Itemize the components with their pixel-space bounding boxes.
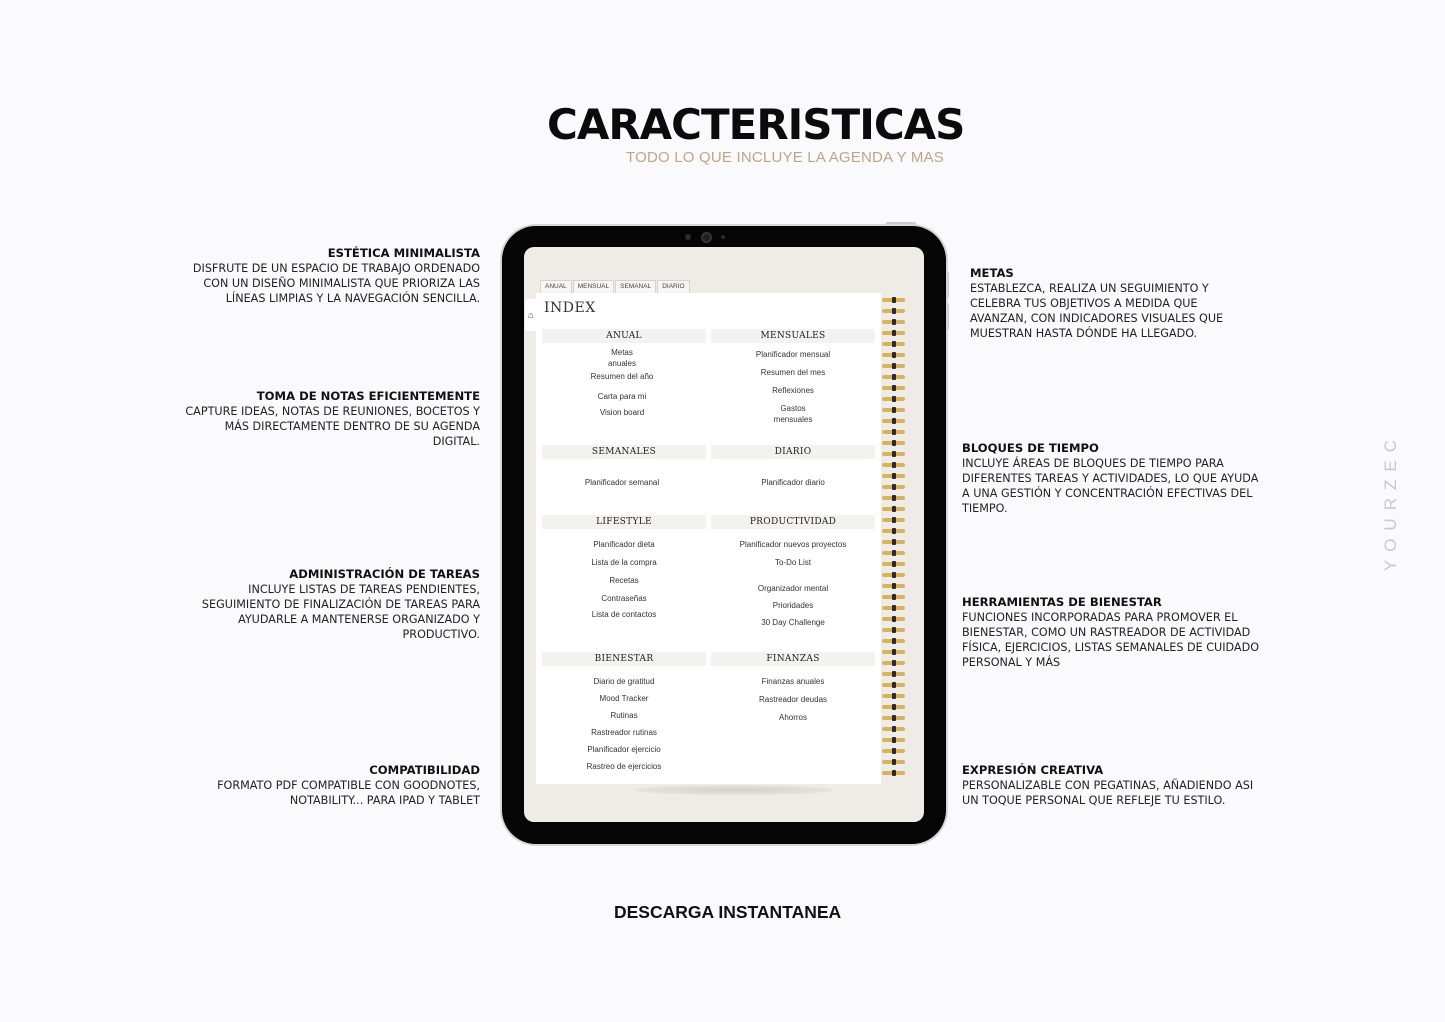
spiral-ring: [882, 715, 906, 721]
spiral-ring: [882, 583, 906, 589]
section-lifestyle: [542, 515, 706, 619]
index-link-resumen-ano[interactable]: Resumen del año: [590, 372, 654, 381]
feature-heading: COMPATIBILIDAD: [369, 763, 480, 777]
index-link-planificador-diario[interactable]: Planificador diario: [761, 478, 825, 487]
index-link-reflexiones[interactable]: Reflexiones: [772, 386, 814, 395]
section-title: MENSUALES: [711, 329, 875, 343]
spiral-ring: [882, 660, 906, 666]
index-link-planificador-mensual[interactable]: Planificador mensual: [755, 350, 831, 359]
index-link-planificador-semanal[interactable]: Planificador semanal: [584, 478, 660, 487]
spiral-ring: [882, 539, 906, 545]
feature-body: INCLUYE LISTAS DE TAREAS PENDIENTES, SEGUIMIENTO DE FINALIZACIÓN DE TAREAS PARA AYUDARLE A MANTENERSE ORGANIZADO Y PRODUCTIVO.: [201, 583, 480, 641]
section-productividad: [711, 515, 875, 627]
index-title: INDEX: [544, 300, 596, 316]
spiral-ring: [882, 638, 906, 644]
feature-body: INCLUYE ÁREAS DE BLOQUES DE TIEMPO PARA DIFERENTES TAREAS Y ACTIVIDADES, LO QUE AYUDA A UNA GESTIÓN Y CONCENTRACIÓN EFECTIVAS DEL TIEMPO.: [962, 457, 1259, 515]
feature-body: ESTABLEZCA, REALIZA UN SEGUIMIENTO Y CELEBRA TUS OBJETIVOS A MEDIDA QUE AVANZAN, CON INDICADORES VISUALES QUE MUESTRAN HASTA DÓNDE HA LLEGADO.: [970, 282, 1224, 340]
sensor-icon: [685, 234, 691, 240]
section-title: SEMANALES: [542, 445, 706, 459]
index-link-deudas[interactable]: Rastreador deudas: [758, 695, 828, 704]
light-sensor-icon: [721, 235, 725, 239]
spiral-ring: [882, 473, 906, 479]
index-link-carta[interactable]: Carta para mi: [597, 392, 647, 401]
planner-page: [536, 293, 881, 784]
spiral-ring: [882, 396, 906, 402]
spiral-ring: [882, 704, 906, 710]
spiral-ring: [882, 528, 906, 534]
feature-body: FUNCIONES INCORPORADAS PARA PROMOVER EL BIENESTAR, COMO UN RASTREADOR DE ACTIVIDAD FÍSICA, EJERCICIOS, LISTAS SEMANALES DE CUIDADO PERSONAL Y MÁS: [962, 611, 1260, 669]
index-link-contrasenas[interactable]: Contraseñas: [601, 594, 647, 603]
spiral-ring: [882, 308, 906, 314]
index-link-metas[interactable]: Metas: [611, 348, 633, 357]
tab-semanal[interactable]: SEMANAL: [615, 280, 656, 293]
spiral-ring: [882, 352, 906, 358]
section-finanzas: [711, 652, 875, 722]
page-title: CARACTERISTICAS: [547, 100, 965, 149]
spiral-ring: [882, 561, 906, 567]
index-link-challenge[interactable]: 30 Day Challenge: [761, 618, 825, 627]
spiral-ring: [882, 495, 906, 501]
section-diario: [711, 445, 875, 487]
tab-mensual[interactable]: MENSUAL: [573, 280, 614, 293]
index-link-lista-compra[interactable]: Lista de la compra: [591, 558, 657, 567]
planner-tabs: [540, 280, 691, 293]
spiral-ring: [882, 462, 906, 468]
tablet-volume-up: [946, 272, 949, 298]
spiral-ring: [882, 616, 906, 622]
index-link-gastos-2[interactable]: mensuales: [773, 415, 813, 424]
section-mensuales: [711, 329, 875, 424]
index-link-metas-2[interactable]: anuales: [607, 359, 637, 368]
spiral-ring: [882, 671, 906, 677]
spiral-ring: [882, 440, 906, 446]
index-link-rutinas[interactable]: Rutinas: [610, 711, 638, 720]
feature-heading: EXPRESIÓN CREATIVA: [962, 763, 1104, 777]
spiral-ring: [882, 517, 906, 523]
index-link-rastreo-ejercicios[interactable]: Rastreo de ejercicios: [586, 762, 662, 771]
feature-creative: [962, 763, 1262, 808]
spiral-ring: [882, 649, 906, 655]
spiral-ring: [882, 341, 906, 347]
feature-heading: ESTÉTICA MINIMALISTA: [327, 246, 480, 260]
index-link-resumen-mes[interactable]: Resumen del mes: [760, 368, 826, 377]
feature-body: DISFRUTE DE UN ESPACIO DE TRABAJO ORDENADO CON UN DISEÑO MINIMALISTA QUE PRIORIZA LAS LÍNEAS LIMPIAS Y LA NAVEGACIÓN SENCILLA.: [192, 262, 480, 305]
index-link-rastreador-rutinas[interactable]: Rastreador rutinas: [591, 728, 657, 737]
index-link-gastos[interactable]: Gastos: [780, 404, 806, 413]
spiral-ring: [882, 363, 906, 369]
spiral-ring: [882, 330, 906, 336]
index-link-gratitud[interactable]: Diario de gratitud: [593, 677, 655, 686]
feature-body: CAPTURE IDEAS, NOTAS DE REUNIONES, BOCETOS Y MÁS DIRECTAMENTE DENTRO DE SU AGENDA DIGITAL.: [185, 405, 480, 448]
spiral-ring: [882, 682, 906, 688]
brand-watermark: YOURZEC: [1381, 432, 1400, 572]
section-title: DIARIO: [711, 445, 875, 459]
spiral-ring: [882, 594, 906, 600]
index-link-prioridades[interactable]: Prioridades: [772, 601, 814, 610]
spiral-ring: [882, 726, 906, 732]
tablet-screen: [524, 247, 924, 822]
feature-heading: HERRAMIENTAS DE BIENESTAR: [962, 595, 1162, 609]
feature-compatibility: [180, 763, 480, 808]
spiral-ring: [882, 418, 906, 424]
tab-anual[interactable]: ANUAL: [540, 280, 572, 293]
section-title: LIFESTYLE: [542, 515, 706, 529]
index-link-dieta[interactable]: Planificador dieta: [593, 540, 655, 549]
feature-goals: [970, 266, 1245, 341]
camera-icon: [701, 232, 712, 243]
page-subtitle: TODO LO QUE INCLUYE LA AGENDA Y MAS: [626, 149, 944, 166]
feature-notes: [180, 389, 480, 449]
page-shadow: [634, 785, 834, 795]
spiral-ring: [882, 550, 906, 556]
instant-download-label: DESCARGA INSTANTANEA: [614, 902, 842, 922]
feature-time-blocks: [962, 441, 1262, 516]
spiral-ring: [882, 429, 906, 435]
tablet-volume-down: [946, 304, 949, 330]
section-title: FINANZAS: [711, 652, 875, 666]
index-link-finanzas-anuales[interactable]: Finanzas anuales: [761, 677, 825, 686]
spiral-ring: [882, 319, 906, 325]
feature-heading: BLOQUES DE TIEMPO: [962, 441, 1099, 455]
section-title: ANUAL: [542, 329, 706, 343]
index-link-mood[interactable]: Mood Tracker: [599, 694, 649, 703]
feature-wellness: [962, 595, 1262, 670]
index-link-ahorros[interactable]: Ahorros: [778, 713, 807, 722]
feature-body: FORMATO PDF COMPATIBLE CON GOODNOTES, NOTABILITY... PARA IPAD Y TABLET: [217, 779, 480, 807]
feature-heading: TOMA DE NOTAS EFICIENTEMENTE: [256, 389, 480, 403]
feature-heading: METAS: [970, 266, 1014, 280]
section-title: PRODUCTIVIDAD: [711, 515, 875, 529]
feature-body: PERSONALIZABLE CON PEGATINAS, AÑADIENDO ASI UN TOQUE PERSONAL QUE REFLEJE TU ESTILO.: [962, 779, 1254, 807]
section-semanales: [542, 445, 706, 487]
spiral-ring: [882, 737, 906, 743]
spiral-ring: [882, 484, 906, 490]
index-link-todo[interactable]: To-Do List: [774, 558, 811, 567]
spiral-ring: [882, 693, 906, 699]
spiral-ring: [882, 748, 906, 754]
index-link-organizador[interactable]: Organizador mental: [757, 584, 829, 593]
spiral-ring: [882, 759, 906, 765]
spiral-ring: [882, 506, 906, 512]
index-link-planificador-ejercicio[interactable]: Planificador ejercicio: [587, 745, 661, 754]
spiral-ring: [882, 407, 906, 413]
feature-heading: ADMINISTRACIÓN DE TAREAS: [289, 567, 480, 581]
index-link-vision-board[interactable]: Vision board: [599, 408, 645, 417]
spiral-ring: [882, 385, 906, 391]
tablet-top-button: [886, 222, 916, 225]
section-bienestar: [542, 652, 706, 771]
spiral-ring: [882, 605, 906, 611]
index-link-recetas[interactable]: Recetas: [609, 576, 639, 585]
spiral-ring: [882, 627, 906, 633]
section-anual: [542, 329, 706, 417]
spiral-ring: [882, 572, 906, 578]
spiral-ring: [882, 770, 906, 776]
spiral-ring: [882, 374, 906, 380]
section-title: BIENESTAR: [542, 652, 706, 666]
spiral-ring: [882, 297, 906, 303]
spiral-ring: [882, 451, 906, 457]
index-link-contactos[interactable]: Lista de contactos: [591, 610, 657, 619]
spiral-binding: [882, 297, 906, 783]
tab-diario[interactable]: DIARIO: [657, 280, 689, 293]
home-icon[interactable]: ⌂: [528, 310, 534, 320]
feature-tasks: [180, 567, 480, 642]
feature-minimalist: [180, 246, 480, 306]
index-link-proyectos[interactable]: Planificador nuevos proyectos: [739, 540, 847, 549]
